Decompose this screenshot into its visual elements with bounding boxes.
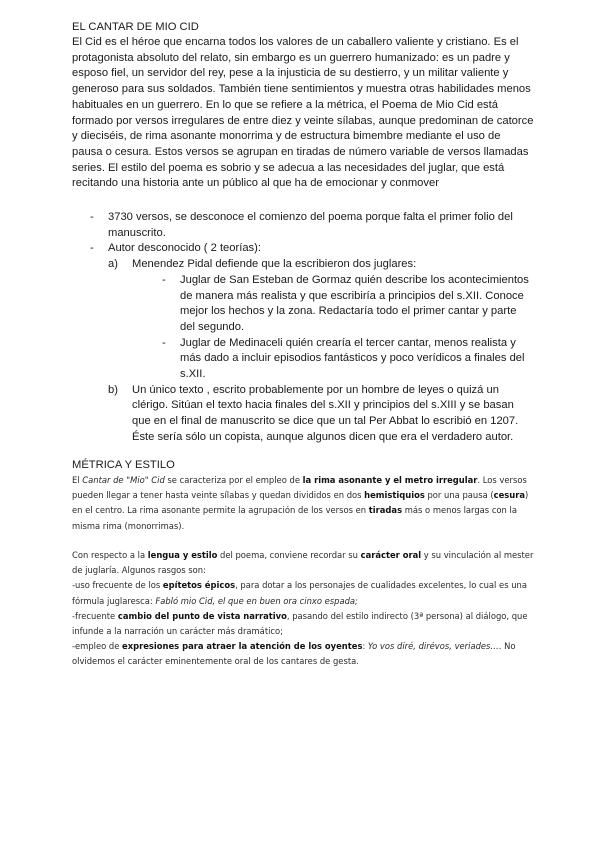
text-run: , pasando del estilo indirecto (3ª persona) al diálogo, que infunde a la narración un carácter más dramático; [72,610,528,637]
page-title: EL CANTAR DE MIO CID [72,21,199,33]
text-run: ) en el centro. La rima asonante permite la agrupación de los versos en [72,490,529,516]
list-item [72,273,534,336]
bullet-dash: - [90,211,94,223]
text-run: Yo vos diré, dirévos, veriades… [367,641,499,652]
text-run: del poema, conviene recordar su [217,550,361,560]
text-run: cesura [493,490,526,501]
list-item [72,210,534,241]
list-text: Juglar de San Esteban de Gormaz quién describe los acontecimientos de manera más realista y que escribiría a principios del s.XII. Conoce mejor los hechos y la zona. Redactaría todo el primer cantar y parte del segundo. [180,273,529,333]
bullet-text: Autor desconocido ( 2 teorías): [108,242,261,255]
bullet-dash: - [90,242,94,255]
text-run: -empleo de [72,641,123,652]
list-text: Menendez Pidal defiende que la escribieron dos juglares: [132,258,417,271]
text-run: epítetos épicos [162,580,236,591]
intro-paragraph: El Cid es el héroe que encarna todos los valores de un caballero valiente y cristiano. Es el protagonista absoluto del relato, sin embargo es un guerrero humanizado: es un padre y esposo fiel, un servidor del rey, pese a la injusticia de su destierro, y un militar valiente y generoso para sus soldados. También tiene sentimientos y muestra otras habilidades menos habituales en un guerrero. En lo que se refiere a la métrica, el Poema de Mio Cid está formado por versos irregulares de entre diez y veinte sílabas, aunque predominan de catorce y dieciséis, de rima asonante monorrima y de estructura bimembre mediante el uso de pausa o cesura. Estos versos se agrupan en tiradas de número variable de versos llamadas series. El estilo del poema es sobrio y se adecua a las necesidades del juglar, que está recitando una historia ante un público al que ha de emocionar y conmover [72,36,534,190]
text-run: hemistiquios [364,490,425,501]
text-run: : [362,641,368,652]
section-heading: MÉTRICA Y ESTILO [72,459,175,471]
bullet-text: 3730 versos, se desconoce el comienzo del poema porque falta el primer folio del manuscrito. [108,211,513,239]
estilo-item [72,578,534,608]
estilo-block [72,548,534,670]
list-item [72,383,534,446]
list-text: Juglar de Medinaceli quién crearía el tercer cantar, menos realista y más dado a incluir episodios fantásticos y poco verídicos a finales del s.XII. [180,336,525,381]
text-run: más o menos largas con la misma rima (monorrimas). [72,505,517,531]
list-label: a) [108,258,118,271]
text-run: la rima asonante y el metro irregular [302,475,478,485]
text-run: . No olvidemos el carácter eminentemente oral de los cantares de gesta. [72,641,516,667]
text-run: carácter oral [360,550,422,560]
text-run: Cantar de "Mio" Cid [82,475,165,485]
list-item [72,257,534,273]
bullet-dash: - [162,336,166,349]
text-run: , para dotar a los personajes de cualidades excelentes, lo cual es una fórmula juglaresca: [72,580,527,606]
list-label: b) [108,383,118,396]
list-item [72,336,534,383]
bullet-list [72,210,534,446]
text-run: Con respecto a la [72,550,148,560]
list-text: Un único texto , escrito probablemente por un hombre de leyes o quizá un clérigo. Sitúan el texto hacia finales del s.XII y principios del s.XIII y se basan que en el final de manuscrito se dice que un tal Per Abbat lo escribió en 1207. Éste sería sólo un copista, aunque algunos dicen que era el verdadero autor. [132,383,519,443]
text-run: lengua y estilo [147,550,218,560]
metrica-paragraph [72,473,534,534]
estilo-item [72,609,534,639]
text-run: se caracteriza por el empleo de [164,475,303,485]
estilo-item [72,639,534,669]
text-run: El [72,475,83,485]
list-item [72,241,534,257]
estilo-paragraph [72,548,534,578]
text-run: y su vinculación al mester de juglaría. Algunos rasgos son: [72,550,534,576]
text-run: por una pausa ( [424,490,494,501]
text-run: cambio del punto de vista narrativo [117,610,287,621]
text-run: -uso frecuente de los [72,580,163,591]
text-run: tiradas [368,505,403,516]
text-run: Fabló mio Cid, el que en buen ora cinxo espada; [155,595,358,606]
bullet-dash: - [162,273,166,286]
text-run: expresiones para atraer la atención de los oyentes [122,641,363,652]
text-run: . Los versos pueden llegar a tener hasta veinte sílabas y quedan divididos en dos [72,475,527,501]
text-run: -frecuente [72,610,118,621]
